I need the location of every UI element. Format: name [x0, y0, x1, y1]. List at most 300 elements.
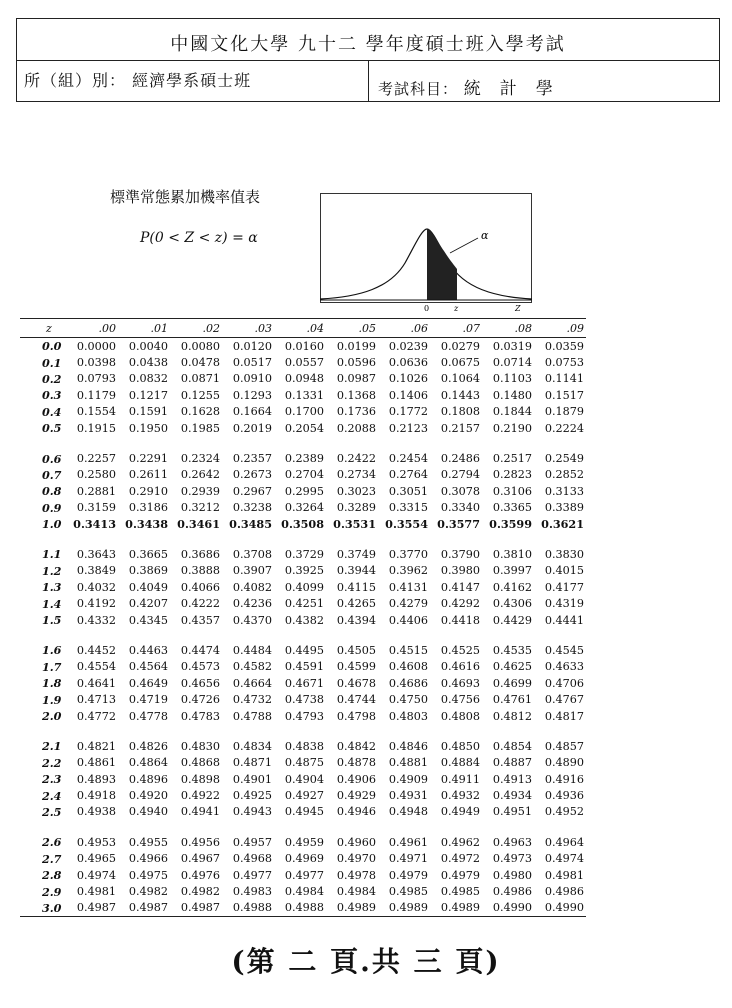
z-value-cell: 1.8	[42, 676, 62, 691]
z-value-cell: 2.8	[42, 868, 62, 883]
probability-cell: 0.0557	[284, 356, 324, 370]
header-divider	[368, 60, 369, 102]
probability-cell: 0.4985	[440, 885, 480, 899]
z-value-cell: 2.6	[42, 835, 62, 850]
probability-cell: 0.4573	[180, 660, 220, 674]
probability-cell: 0.4788	[232, 709, 272, 723]
probability-cell: 0.3621	[541, 517, 584, 532]
probability-cell: 0.1985	[180, 421, 220, 435]
table-row	[20, 338, 586, 354]
probability-cell: 0.4554	[76, 660, 116, 674]
probability-cell: 0.1480	[492, 388, 532, 402]
probability-cell: 0.4131	[388, 580, 428, 594]
probability-cell: 0.4969	[284, 852, 324, 866]
probability-cell: 0.1879	[544, 405, 584, 419]
z-value-cell: 1.9	[42, 692, 62, 707]
column-header: .07	[462, 321, 480, 335]
probability-cell: 0.4582	[232, 660, 272, 674]
table-row	[20, 404, 586, 420]
probability-cell: 0.3212	[180, 501, 220, 515]
probability-cell: 0.3264	[284, 501, 324, 515]
probability-cell: 0.0987	[336, 372, 376, 386]
subject-label: 考試科目：	[378, 80, 459, 98]
z-value-cell: 1.0	[42, 517, 62, 532]
probability-cell: 0.3770	[388, 547, 428, 561]
probability-cell: 0.4931	[388, 789, 428, 803]
alpha-label: α	[481, 229, 489, 242]
table-row	[20, 387, 586, 403]
probability-cell: 0.0160	[284, 339, 324, 353]
probability-cell: 0.4850	[440, 739, 480, 753]
z-value-cell: 2.1	[42, 739, 62, 754]
probability-cell: 0.4418	[440, 613, 480, 627]
probability-cell: 0.3810	[492, 547, 532, 561]
probability-cell: 0.4738	[284, 693, 324, 707]
probability-cell: 0.0793	[76, 372, 116, 386]
probability-cell: 0.2517	[492, 452, 532, 466]
table-body	[20, 338, 586, 916]
probability-cell: 0.0478	[180, 356, 220, 370]
probability-cell: 0.3554	[385, 517, 428, 532]
table-row	[20, 691, 586, 707]
probability-cell: 0.4767	[544, 693, 584, 707]
probability-cell: 0.4977	[232, 868, 272, 882]
probability-cell: 0.4989	[440, 901, 480, 915]
z-value-cell: 2.3	[42, 772, 62, 787]
table-row	[20, 883, 586, 899]
probability-cell: 0.2123	[388, 421, 428, 435]
probability-cell: 0.2939	[180, 484, 220, 498]
probability-cell: 0.4881	[388, 756, 428, 770]
probability-cell: 0.4887	[492, 756, 532, 770]
shaded-area	[427, 229, 457, 300]
probability-cell: 0.4452	[76, 643, 116, 657]
probability-cell: 0.3289	[336, 501, 376, 515]
probability-cell: 0.4857	[544, 739, 584, 753]
probability-cell: 0.1772	[388, 405, 428, 419]
probability-cell: 0.4975	[128, 868, 168, 882]
table-row	[20, 595, 586, 611]
probability-cell: 0.4484	[232, 643, 272, 657]
probability-cell: 0.4959	[284, 835, 324, 849]
probability-cell: 0.4949	[440, 805, 480, 819]
probability-cell: 0.1628	[180, 405, 220, 419]
probability-cell: 0.4987	[128, 901, 168, 915]
probability-cell: 0.2549	[544, 452, 584, 466]
probability-cell: 0.2190	[492, 421, 532, 435]
probability-cell: 0.0596	[336, 356, 376, 370]
probability-cell: 0.3643	[76, 547, 116, 561]
probability-cell: 0.3577	[437, 517, 480, 532]
table-header-row	[20, 319, 586, 337]
probability-cell: 0.3186	[128, 501, 168, 515]
probability-cell: 0.4934	[492, 789, 532, 803]
probability-cell: 0.3461	[177, 517, 220, 532]
probability-cell: 0.4798	[336, 709, 376, 723]
probability-cell: 0.1844	[492, 405, 532, 419]
group-gap	[20, 436, 586, 450]
probability-cell: 0.4641	[76, 676, 116, 690]
probability-cell: 0.3315	[388, 501, 428, 515]
probability-cell: 0.2794	[440, 468, 480, 482]
probability-cell: 0.3485	[229, 517, 272, 532]
probability-cell: 0.2580	[76, 468, 116, 482]
probability-cell: 0.4251	[284, 597, 324, 611]
table-row	[20, 500, 586, 516]
z-value-cell: 0.5	[42, 421, 62, 436]
probability-cell: 0.2823	[492, 468, 532, 482]
probability-cell: 0.4922	[180, 789, 220, 803]
probability-cell: 0.3078	[440, 484, 480, 498]
probability-cell: 0.2454	[388, 452, 428, 466]
probability-cell: 0.4913	[492, 772, 532, 786]
probability-cell: 0.1103	[492, 372, 532, 386]
probability-cell: 0.3531	[333, 517, 376, 532]
probability-cell: 0.4192	[76, 597, 116, 611]
probability-cell: 0.4693	[440, 676, 480, 690]
probability-cell: 0.3599	[489, 517, 532, 532]
probability-cell: 0.4951	[492, 805, 532, 819]
probability-cell: 0.4474	[180, 643, 220, 657]
probability-cell: 0.4963	[492, 835, 532, 849]
probability-cell: 0.4920	[128, 789, 168, 803]
probability-cell: 0.4177	[544, 580, 584, 594]
probability-cell: 0.4974	[76, 868, 116, 882]
probability-cell: 0.1293	[232, 388, 272, 402]
probability-cell: 0.4940	[128, 805, 168, 819]
probability-cell: 0.4842	[336, 739, 376, 753]
probability-cell: 0.4955	[128, 835, 168, 849]
probability-cell: 0.2019	[232, 421, 272, 435]
probability-cell: 0.4943	[232, 805, 272, 819]
z-value-cell: 1.4	[42, 596, 62, 611]
probability-cell: 0.4898	[180, 772, 220, 786]
probability-cell: 0.3997	[492, 564, 532, 578]
normal-curve-figure	[320, 193, 532, 313]
probability-cell: 0.3708	[232, 547, 272, 561]
probability-cell: 0.4904	[284, 772, 324, 786]
probability-cell: 0.2764	[388, 468, 428, 482]
probability-cell: 0.4979	[440, 868, 480, 882]
probability-cell: 0.4953	[76, 835, 116, 849]
probability-cell: 0.4535	[492, 643, 532, 657]
probability-cell: 0.4868	[180, 756, 220, 770]
probability-cell: 0.4495	[284, 643, 324, 657]
z-value-cell: 1.7	[42, 659, 62, 674]
probability-cell: 0.4909	[388, 772, 428, 786]
table-row	[20, 354, 586, 370]
probability-cell: 0.3888	[180, 564, 220, 578]
probability-cell: 0.4990	[492, 901, 532, 915]
z-value-cell: 2.9	[42, 884, 62, 899]
probability-cell: 0.4960	[336, 835, 376, 849]
probability-cell: 0.1700	[284, 405, 324, 419]
probability-cell: 0.0871	[180, 372, 220, 386]
probability-cell: 0.4719	[128, 693, 168, 707]
probability-cell: 0.4988	[232, 901, 272, 915]
big-z-label: Z	[515, 304, 521, 313]
probability-cell: 0.4441	[544, 613, 584, 627]
probability-cell: 0.4890	[544, 756, 584, 770]
probability-cell: 0.4633	[544, 660, 584, 674]
probability-cell: 0.0910	[232, 372, 272, 386]
probability-cell: 0.4982	[180, 885, 220, 899]
probability-cell: 0.1554	[76, 405, 116, 419]
probability-cell: 0.4706	[544, 676, 584, 690]
alpha-pointer	[450, 238, 478, 253]
probability-cell: 0.4066	[180, 580, 220, 594]
column-header: .09	[566, 321, 584, 335]
probability-cell: 0.4525	[440, 643, 480, 657]
probability-cell: 0.4916	[544, 772, 584, 786]
probability-cell: 0.2967	[232, 484, 272, 498]
probability-cell: 0.4345	[128, 613, 168, 627]
probability-cell: 0.1368	[336, 388, 376, 402]
probability-cell: 0.4394	[336, 613, 376, 627]
department-value: 經濟學系碩士班	[132, 71, 252, 90]
probability-cell: 0.4906	[336, 772, 376, 786]
table-row	[20, 867, 586, 883]
probability-cell: 0.4649	[128, 676, 168, 690]
table-row	[20, 420, 586, 436]
probability-cell: 0.4927	[284, 789, 324, 803]
probability-cell: 0.0753	[544, 356, 584, 370]
z-value-cell: 0.8	[42, 484, 62, 499]
probability-cell: 0.4265	[336, 597, 376, 611]
probability-cell: 0.3729	[284, 547, 324, 561]
probability-cell: 0.4871	[232, 756, 272, 770]
probability-cell: 0.4932	[440, 789, 480, 803]
probability-cell: 0.4750	[388, 693, 428, 707]
probability-cell: 0.3849	[76, 564, 116, 578]
column-header: .05	[358, 321, 376, 335]
probability-cell: 0.4015	[544, 564, 584, 578]
probability-cell: 0.0319	[492, 339, 532, 353]
probability-cell: 0.4987	[76, 901, 116, 915]
group-gap	[20, 820, 586, 834]
probability-cell: 0.4821	[76, 739, 116, 753]
table-row	[20, 771, 586, 787]
probability-cell: 0.4984	[336, 885, 376, 899]
column-header: .04	[306, 321, 324, 335]
table-row	[20, 516, 586, 532]
probability-cell: 0.2324	[180, 452, 220, 466]
probability-cell: 0.1406	[388, 388, 428, 402]
department-label: 所（組）別：	[24, 71, 127, 90]
probability-cell: 0.3051	[388, 484, 428, 498]
probability-cell: 0.2486	[440, 452, 480, 466]
probability-cell: 0.3907	[232, 564, 272, 578]
z-value-cell: 0.6	[42, 451, 62, 466]
probability-cell: 0.4961	[388, 835, 428, 849]
z-value-cell: 2.5	[42, 804, 62, 819]
probability-cell: 0.4664	[232, 676, 272, 690]
column-header: .02	[202, 321, 220, 335]
probability-cell: 0.4970	[336, 852, 376, 866]
probability-cell: 0.3389	[544, 501, 584, 515]
probability-cell: 0.3106	[492, 484, 532, 498]
z-value-cell: 0.9	[42, 500, 62, 515]
probability-cell: 0.3665	[128, 547, 168, 561]
group-gap	[20, 532, 586, 546]
z-value-cell: 0.7	[42, 467, 62, 482]
z-value-cell: 1.5	[42, 613, 62, 628]
probability-cell: 0.4756	[440, 693, 480, 707]
z-value-cell: 2.7	[42, 851, 62, 866]
probability-cell: 0.4678	[336, 676, 376, 690]
probability-cell: 0.4946	[336, 805, 376, 819]
table-row	[20, 787, 586, 803]
probability-cell: 0.1141	[544, 372, 584, 386]
probability-cell: 0.1950	[128, 421, 168, 435]
column-header: .06	[410, 321, 428, 335]
probability-cell: 0.4896	[128, 772, 168, 786]
probability-cell: 0.1179	[76, 388, 116, 402]
probability-cell: 0.4854	[492, 739, 532, 753]
normal-table	[20, 318, 586, 917]
column-header: .03	[254, 321, 272, 335]
probability-cell: 0.3944	[336, 564, 376, 578]
probability-cell: 0.4783	[180, 709, 220, 723]
probability-cell: 0.4370	[232, 613, 272, 627]
probability-cell: 0.4713	[76, 693, 116, 707]
column-header: .01	[150, 321, 168, 335]
probability-cell: 0.4966	[128, 852, 168, 866]
probability-cell: 0.4984	[284, 885, 324, 899]
probability-cell: 0.4901	[232, 772, 272, 786]
probability-cell: 0.1915	[76, 421, 116, 435]
probability-cell: 0.4772	[76, 709, 116, 723]
probability-cell: 0.4332	[76, 613, 116, 627]
probability-cell: 0.4207	[128, 597, 168, 611]
table-row	[20, 467, 586, 483]
probability-cell: 0.0714	[492, 356, 532, 370]
z-value-cell: 1.6	[42, 643, 62, 658]
probability-cell: 0.1443	[440, 388, 480, 402]
probability-cell: 0.4884	[440, 756, 480, 770]
probability-cell: 0.1026	[388, 372, 428, 386]
probability-cell: 0.3133	[544, 484, 584, 498]
probability-cell: 0.4990	[544, 901, 584, 915]
z-value-cell: 0.4	[42, 404, 62, 419]
subject-value: 統 計 學	[463, 79, 554, 99]
probability-cell: 0.4925	[232, 789, 272, 803]
table-row	[20, 450, 586, 466]
probability-cell: 0.2881	[76, 484, 116, 498]
probability-cell: 0.4864	[128, 756, 168, 770]
z-value-cell: 1.1	[42, 547, 62, 562]
probability-cell: 0.0359	[544, 339, 584, 353]
probability-cell: 0.1664	[232, 405, 272, 419]
probability-cell: 0.0948	[284, 372, 324, 386]
probability-cell: 0.4406	[388, 613, 428, 627]
probability-cell: 0.1517	[544, 388, 584, 402]
probability-cell: 0.2157	[440, 421, 480, 435]
subject-field	[378, 74, 554, 99]
probability-cell: 0.4686	[388, 676, 428, 690]
zero-label: 0	[424, 304, 430, 313]
probability-cell: 0.4463	[128, 643, 168, 657]
probability-cell: 0.4222	[180, 597, 220, 611]
table-row	[20, 579, 586, 595]
probability-cell: 0.4625	[492, 660, 532, 674]
exam-header	[16, 18, 720, 102]
table-row	[20, 900, 586, 916]
z-value-cell: 0.1	[42, 355, 62, 370]
probability-cell: 0.4964	[544, 835, 584, 849]
probability-cell: 0.4656	[180, 676, 220, 690]
header-top-rule	[16, 18, 720, 19]
probability-cell: 0.4732	[232, 693, 272, 707]
table-row	[20, 804, 586, 820]
probability-cell: 0.3790	[440, 547, 480, 561]
probability-cell: 0.4875	[284, 756, 324, 770]
probability-cell: 0.3340	[440, 501, 480, 515]
figure-frame	[321, 194, 532, 303]
probability-cell: 0.0675	[440, 356, 480, 370]
probability-cell: 0.2642	[180, 468, 220, 482]
probability-cell: 0.4147	[440, 580, 480, 594]
probability-cell: 0.2995	[284, 484, 324, 498]
z-value-cell: 2.2	[42, 755, 62, 770]
probability-cell: 0.0040	[128, 339, 168, 353]
probability-cell: 0.4978	[336, 868, 376, 882]
probability-cell: 0.4812	[492, 709, 532, 723]
probability-cell: 0.0832	[128, 372, 168, 386]
table-row	[20, 612, 586, 628]
probability-cell: 0.4049	[128, 580, 168, 594]
probability-cell: 0.4878	[336, 756, 376, 770]
probability-cell: 0.3238	[232, 501, 272, 515]
z-label: z	[454, 304, 459, 313]
table-row	[20, 755, 586, 771]
probability-cell: 0.4699	[492, 676, 532, 690]
probability-cell: 0.0199	[336, 339, 376, 353]
probability-cell: 0.4599	[336, 660, 376, 674]
probability-cell: 0.4306	[492, 597, 532, 611]
group-gap	[20, 724, 586, 738]
probability-cell: 0.4429	[492, 613, 532, 627]
probability-cell: 0.4929	[336, 789, 376, 803]
probability-cell: 0.2673	[232, 468, 272, 482]
department-field	[24, 68, 251, 91]
probability-cell: 0.2224	[544, 421, 584, 435]
curve-line	[320, 229, 532, 299]
probability-cell: 0.4608	[388, 660, 428, 674]
probability-cell: 0.4761	[492, 693, 532, 707]
probability-cell: 0.4616	[440, 660, 480, 674]
probability-cell: 0.4826	[128, 739, 168, 753]
probability-cell: 0.4965	[76, 852, 116, 866]
z-value-cell: 0.0	[42, 339, 62, 354]
column-header: .00	[98, 321, 116, 335]
probability-cell: 0.3830	[544, 547, 584, 561]
probability-cell: 0.4744	[336, 693, 376, 707]
probability-cell: 0.4957	[232, 835, 272, 849]
table-row	[20, 546, 586, 562]
probability-cell: 0.4279	[388, 597, 428, 611]
probability-cell: 0.2257	[76, 452, 116, 466]
table-row	[20, 483, 586, 499]
probability-cell: 0.4162	[492, 580, 532, 594]
column-header: .08	[514, 321, 532, 335]
probability-cell: 0.2088	[336, 421, 376, 435]
probability-cell: 0.0080	[180, 339, 220, 353]
probability-cell: 0.3749	[336, 547, 376, 561]
probability-cell: 0.4938	[76, 805, 116, 819]
probability-cell: 0.4357	[180, 613, 220, 627]
probability-cell: 0.2704	[284, 468, 324, 482]
